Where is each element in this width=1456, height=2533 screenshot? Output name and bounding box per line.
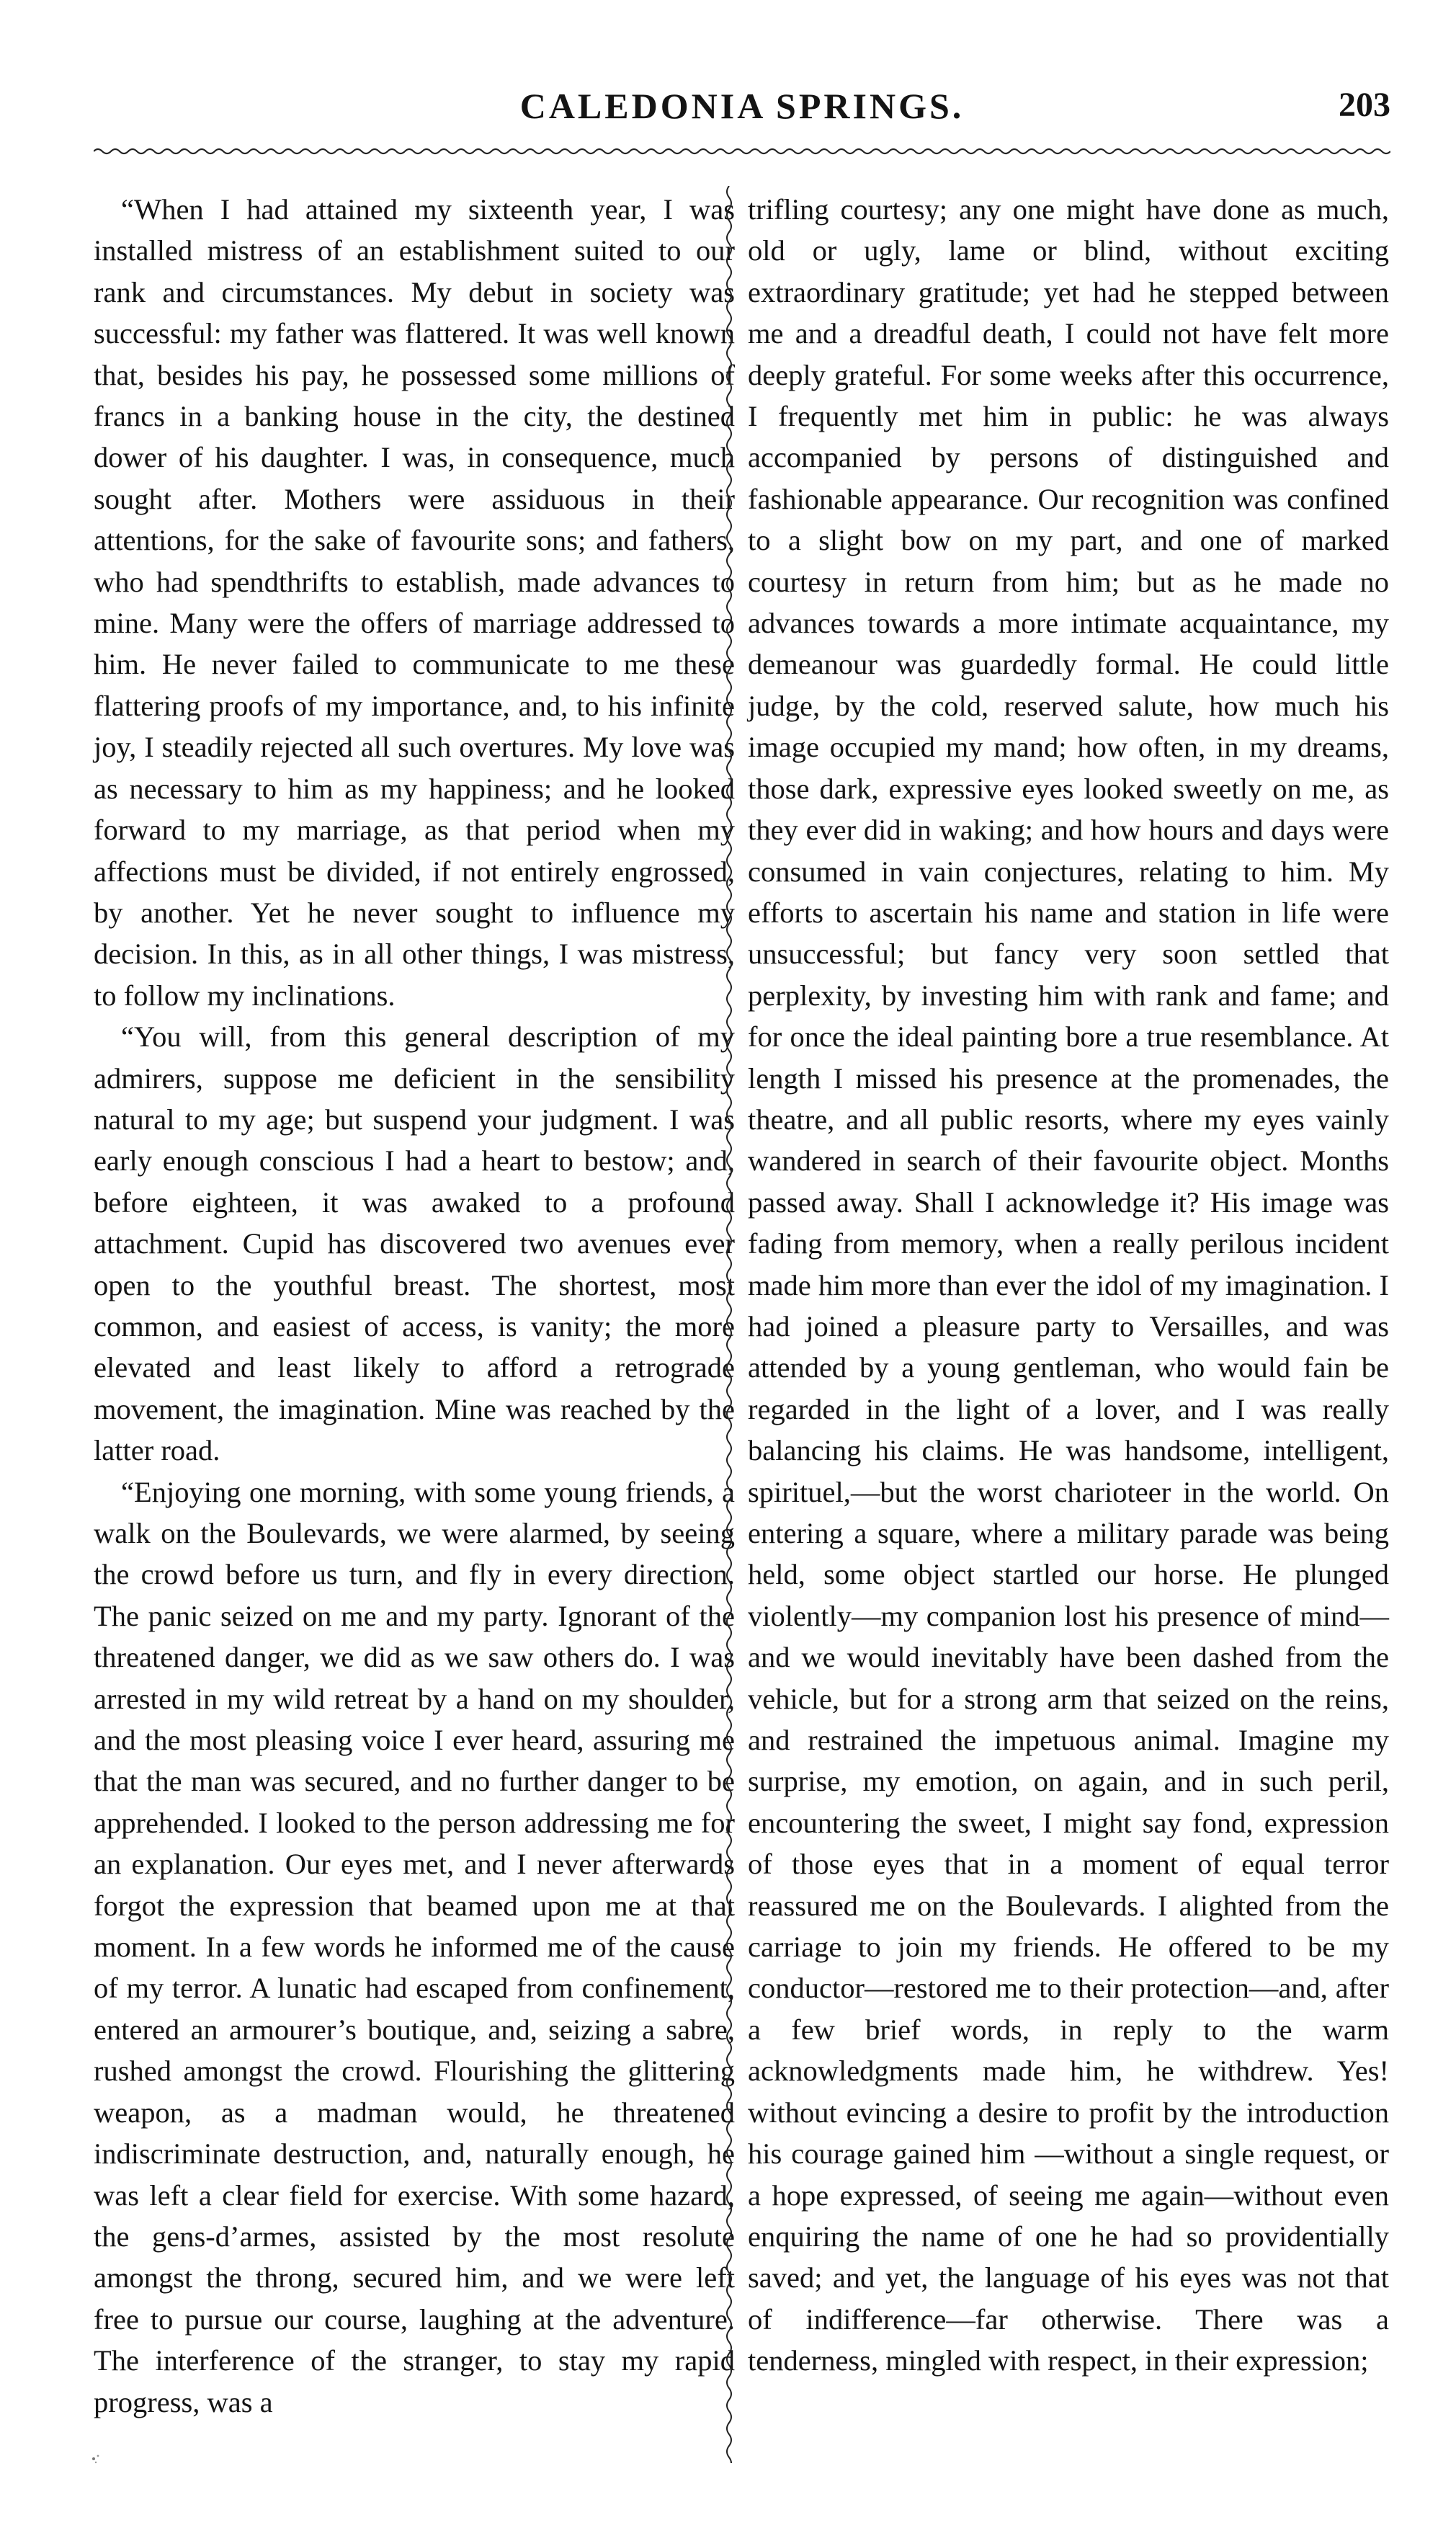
- paragraph: “When I had attained my sixteenth year, I was installed mistress of an establishment suited to our rank and circumstances. My debut in society was successful: my father was flattered. It was well known that, besides his pay, he possessed some millions of francs in a banking house in the city, the destined dower of his daughter. I was, in consequence, much sought after. Mothers were assiduous in their attentions, for the sake of favourite sons; and fathers, who had spendthrifts to establish, made advances to mine. Many were the offers of marriage addressed to him. He never failed to communicate to me these flattering proofs of my importance, and, to his infinite joy, I steadily rejected all such overtures. My love was as necessary to him as my happiness; and he looked forward to my marriage, as that period when my affections must be divided, if not entirely engrossed, by another. Yet he never sought to influence my decision. In this, as in all other things, I was mistress, to follow my inclinations.: [94, 193, 735, 1012]
- paper-speck: [85, 2449, 107, 2470]
- paragraph: trifling courtesy; any one might have done as much, old or ugly, lame or blind, without exciting extraordinary gratitude; yet had he stepped between me and a dreadful death, I could not have felt more deeply grateful. For some weeks after this occurrence, I frequently met him in public: he was always accompanied by persons of distinguished and fashionable appearance. Our recognition was confined to a slight bow on my part, and one of marked courtesy in return from him; but as he made no advances towards a more intimate acquaintance, my demeanour was guardedly formal. He could little judge, by the cold, reserved salute, how much his image occupied my mand; how often, in my dreams, those dark, expressive eyes looked sweetly on me, as they ever did in waking; and how hours and days were consumed in vain conjectures, relating to him. My efforts to ascertain his name and station in life were unsuccessful; but fancy very soon settled that perplexity, by investing him with rank and fame; and for once the ideal painting bore a true resemblance. At length I missed his presence at the promenades, the theatre, and all public resorts, where my eyes vainly wandered in search of their favourite object. Months passed away. Shall I acknowledge it? His image was fading from memory, when a really perilous incident made him more than ever the idol of my imagination. I had joined a pleasure party to Versailles, and was attended by a young gentleman, who would fain be regarded in the light of a lover, and I was really balancing his claims. He was handsome, intelligent, spirituel,—but the worst charioteer in the world. On entering a square, where a military parade was being held, some object startled our horse. He plunged violently—my companion lost his presence of mind—and we would inevitably have been dashed from the vehicle, but for a strong arm that seized on the reins, and restrained the impetuous animal. Imagine my surprise, my emotion, on again, and in such peril, encountering the sweet, I might say fond, expression of those eyes that in a moment of equal terror reassured me on the Boulevards. I alighted from the carriage to join my friends. He offered to be my conductor—restored me to their protection—and, after a few brief words, in reply to the warm acknowledgments made him, he withdrew. Yes! without evincing a desire to profit by the introduction his courage gained him —without a single request, or a hope expressed, of seeing me again—without even enquiring the name of one he had so providentially saved; and yet, the language of his eyes was not that of indifference—far otherwise. There was a tenderness, mingled with respect, in their expression;: [748, 193, 1389, 2377]
- page-header: [94, 85, 1390, 150]
- page-number: 203: [1339, 86, 1390, 124]
- paragraph: “Enjoying one morning, with some young friends, a walk on the Boulevards, we were alarmed, by seeing the crowd before us turn, and fly in every direction. The panic seized on me and my party. Ignorant of the threatened danger, we did as we saw others do. I was arrested in my wild retreat by a hand on my shoulder, and the most pleasing voice I ever heard, assuring me that the man was secured, and no further danger to be apprehended. I looked to the person addressing me for an explanation. Our eyes met, and I never afterwards forgot the expression that beamed upon me at that moment. In a few words he informed me of the cause of my terror. A lunatic had escaped from confinement, entered an armourer’s boutique, and, seizing a sabre, rushed amongst the crowd. Flourishing the glittering weapon, as a madman would, he threatened indiscriminate destruction, and, naturally enough, he was left a clear field for exercise. With some hazard, the gens-d’armes, assisted by the most resolute amongst the throng, secured him, and we were left free to pursue our course, laughing at the adventure. The interference of the stranger, to stay my rapid progress, was a: [94, 1475, 735, 2418]
- left-column: [94, 189, 735, 2423]
- running-title: CALEDONIA SPRINGS.: [519, 86, 965, 126]
- paragraph: “You will, from this general description of my admirers, suppose me deficient in the sensibility natural to my age; but suspend your judgment. I was early enough conscious I had a heart to bestow; and, before eighteen, it was awaked to a profound attachment. Cupid has discovered two avenues ever open to the youthful breast. The shortest, most common, and easiest of access, is vanity; the more elevated and least likely to afford a retrograde movement, the imagination. Mine was reached by the latter road.: [94, 1020, 735, 1467]
- right-column: [748, 189, 1389, 2382]
- header-wavy-rule: [94, 144, 1390, 159]
- column-wavy-rule: [720, 186, 738, 2463]
